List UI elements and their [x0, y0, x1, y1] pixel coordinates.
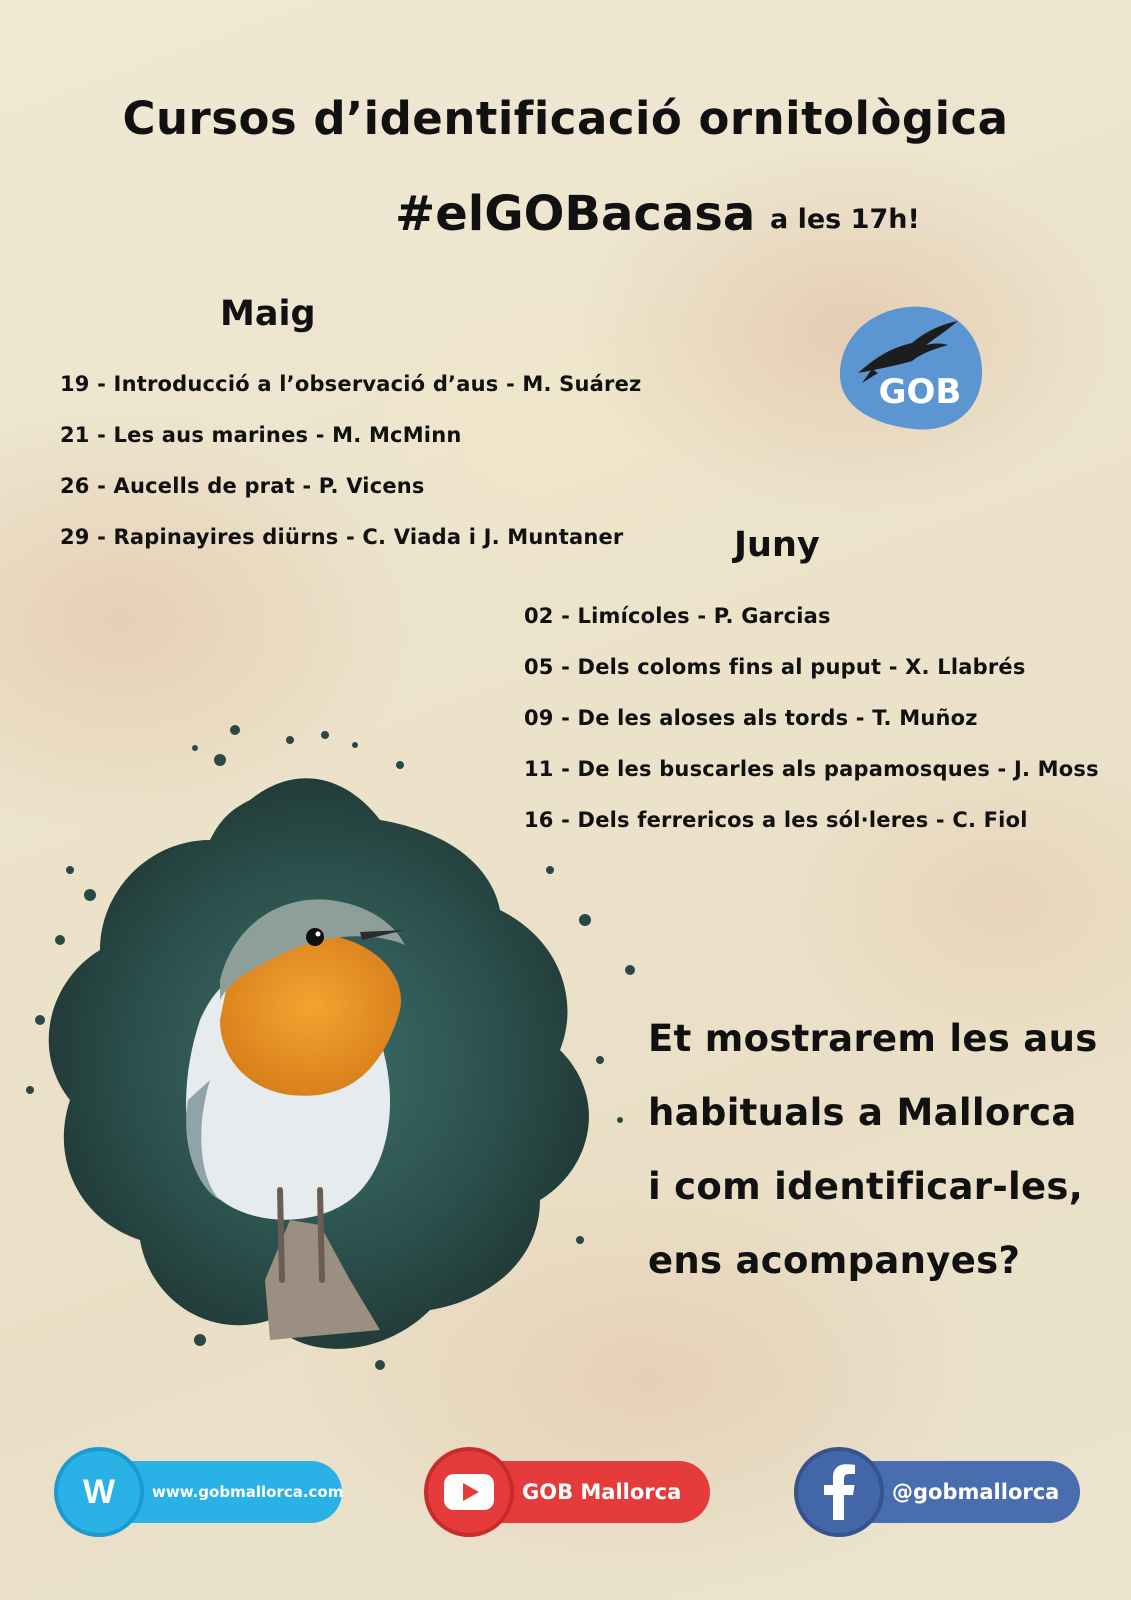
- facebook-label: @gobmallorca: [840, 1461, 1080, 1523]
- course-item: 11 - De les buscarles als papamosques - J. Moss: [524, 757, 1099, 781]
- youtube-label: GOB Mallorca: [470, 1461, 710, 1523]
- tagline: [648, 1002, 1098, 1298]
- time-label: a les 17h!: [770, 204, 920, 235]
- course-item: 02 - Limícoles - P. Garcias: [524, 604, 831, 628]
- tagline-line: habituals a Mallorca: [648, 1091, 1077, 1134]
- gob-logo: [838, 303, 986, 433]
- course-item: 16 - Dels ferrericos a les sól·leres - C. Fiol: [524, 808, 1028, 832]
- youtube-play-icon: [443, 1473, 495, 1511]
- robin-illustration: [20, 720, 640, 1380]
- maig-course-list: [60, 372, 641, 576]
- facebook-f-icon: [821, 1464, 857, 1520]
- month-heading-maig: Maig: [220, 294, 316, 334]
- web-icon: [54, 1447, 144, 1537]
- youtube-icon: [424, 1447, 514, 1537]
- web-icon-letter: W: [82, 1472, 116, 1511]
- course-item: 19 - Introducció a l’observació d’aus - M. Suárez: [60, 372, 642, 396]
- course-item: 26 - Aucells de prat - P. Vicens: [60, 474, 425, 498]
- hashtag: #elGOBacasa: [395, 186, 756, 242]
- website-link[interactable]: [54, 1462, 342, 1522]
- tagline-line: i com identificar-les,: [648, 1165, 1084, 1208]
- month-heading-juny: Juny: [734, 525, 820, 565]
- facebook-icon: [794, 1447, 884, 1537]
- course-item: 05 - Dels coloms fins al puput - X. Llabrés: [524, 655, 1026, 679]
- page-title: Cursos d’identificació ornitològica: [122, 92, 1009, 145]
- tagline-line: Et mostrarem les aus: [648, 1017, 1098, 1060]
- facebook-link[interactable]: [794, 1462, 1080, 1522]
- youtube-link[interactable]: [424, 1462, 710, 1522]
- course-item: 09 - De les aloses als tords - T. Muñoz: [524, 706, 978, 730]
- website-label: www.gobmallorca.com: [100, 1461, 342, 1523]
- tagline-line: ens acompanyes?: [648, 1239, 1021, 1282]
- course-item: 21 - Les aus marines - M. McMinn: [60, 423, 462, 447]
- logo-text: GOB: [878, 372, 962, 412]
- course-item: 29 - Rapinayires diürns - C. Viada i J. Muntaner: [60, 525, 624, 549]
